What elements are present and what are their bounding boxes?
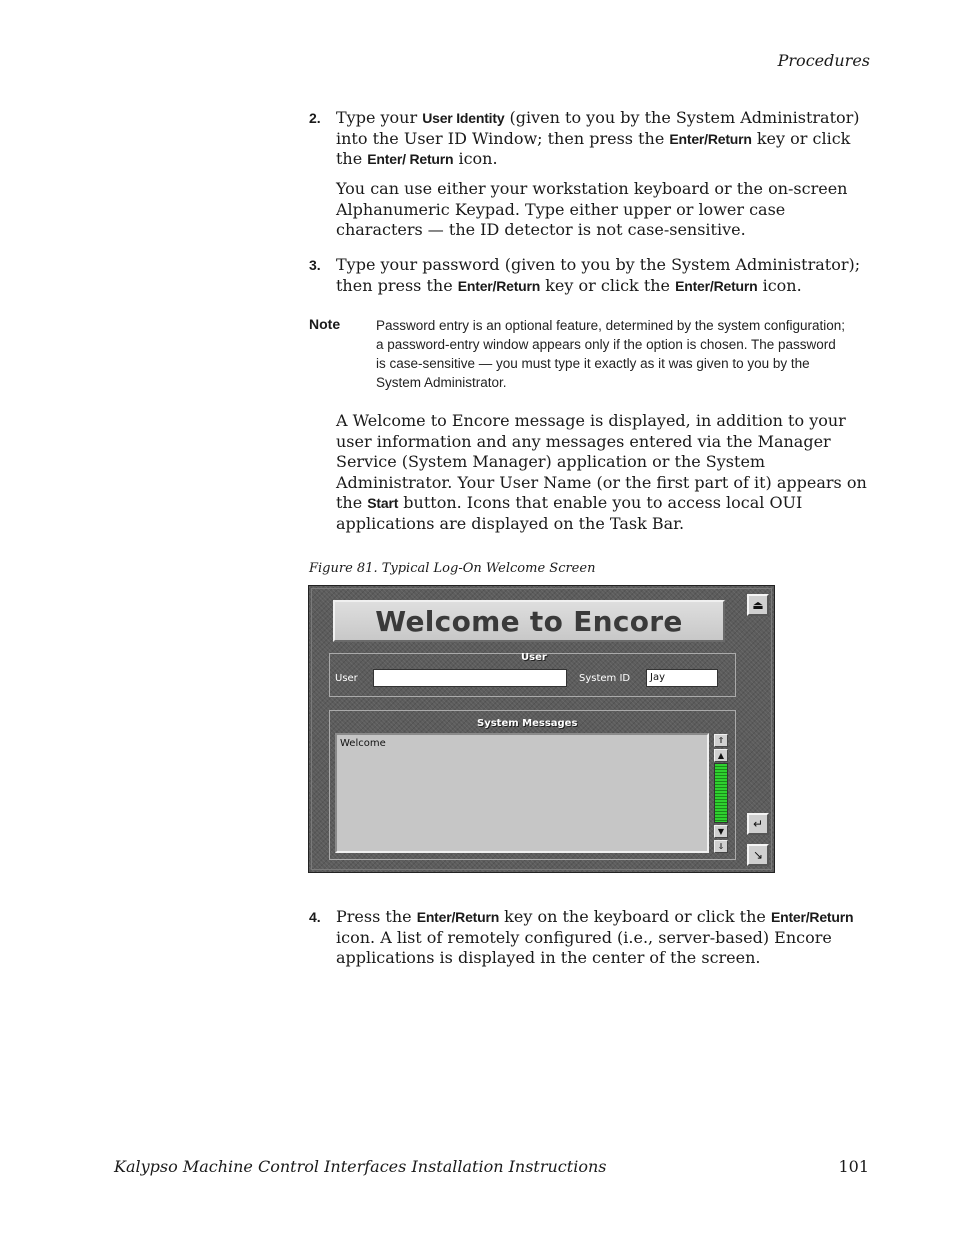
up-arrow-icon: ▲: [717, 751, 725, 760]
page-number: 101: [838, 1157, 869, 1176]
step-2-paragraph: You can use either your workstation keyboard or the on-screen Alphanumeric Keypad. Type either upper or lower case characters — the ID detector is not case-sensitive.: [336, 179, 848, 239]
keyword: Enter/Return: [416, 909, 500, 925]
double-up-arrow-icon: ⇑: [717, 736, 725, 745]
keyword: Enter/ Return: [367, 151, 454, 167]
log-off-button[interactable]: [747, 844, 769, 866]
step-text: key on the keyboard or click the: [499, 907, 771, 926]
scroll-up-button[interactable]: [714, 749, 728, 762]
system-messages-title: System Messages: [477, 718, 578, 729]
paragraph-text: A Welcome to Encore message is displayed, in addition to your user information and any messages entered via the Manager Service (System Manager) application or the System Administrator. Your User Name (or the first part of it) appears on the: [336, 411, 867, 512]
scroll-down-button[interactable]: [714, 825, 728, 838]
keyword: Enter/Return: [675, 277, 758, 294]
keyword: Enter/Return: [457, 277, 541, 294]
figure-caption: Figure 81. Typical Log-On Welcome Screen: [309, 561, 596, 576]
eject-icon: ⏏: [752, 598, 764, 612]
step-number: 3.: [309, 257, 321, 273]
step-text: (given to you by the System Administrator) into the User ID Window; then press the: [336, 108, 860, 148]
paragraph-text: button. Icons that enable you to access local OUI applications are displayed on the Task Bar.: [336, 493, 803, 533]
step-number: 2.: [309, 110, 321, 126]
arrow-down-right-icon: ↘: [752, 848, 764, 862]
keyword: Enter/Return: [669, 130, 752, 147]
keyword: Start: [367, 495, 399, 511]
step-3: [309, 255, 871, 296]
down-arrow-icon: ▼: [717, 827, 725, 836]
step-text: icon.: [757, 275, 802, 295]
step-text: Press the: [336, 907, 417, 926]
step-text: icon. A list of remotely configured (i.e., server-based) Encore applications is displayed in the center of the screen.: [336, 927, 832, 967]
step-number: 4.: [309, 909, 321, 925]
step-text: icon.: [453, 149, 498, 168]
welcome-screen-figure: [308, 585, 775, 873]
double-down-arrow-icon: ⇓: [717, 842, 725, 851]
step-text: Type your password (given to you by the System Administrator); then press the: [336, 255, 861, 295]
enter-return-button[interactable]: [747, 813, 769, 835]
user-input[interactable]: [373, 669, 567, 687]
note-label: Note: [309, 316, 341, 332]
scroll-bottom-button[interactable]: [714, 840, 728, 853]
welcome-banner: Welcome to Encore: [333, 600, 725, 642]
keyword: Enter/Return: [770, 909, 854, 925]
step-4: [309, 907, 871, 969]
step-text: Type your: [336, 108, 423, 127]
scroll-top-button[interactable]: [714, 734, 728, 747]
scroll-track[interactable]: [714, 763, 728, 823]
system-id-input[interactable]: Jay: [646, 669, 718, 687]
user-label: User: [335, 673, 358, 684]
note-text: Password entry is an optional feature, determined by the system configuration; a password-entry window appears only if the option is chosen. The password is case-sensitive — you must type it exactly as it was given to you by the System Administrator.: [376, 318, 845, 390]
step-text: key or click the: [336, 128, 851, 168]
footer-title: Kalypso Machine Control Interfaces Installation Instructions: [114, 1157, 607, 1176]
welcome-paragraph: [336, 411, 871, 534]
enter-return-icon: ↵: [752, 817, 764, 831]
user-group-title: User: [521, 652, 547, 663]
keyword: User Identity: [422, 110, 505, 126]
step-text: key or click the: [540, 275, 676, 295]
system-id-label: System ID: [579, 673, 631, 684]
system-messages-area: Welcome: [335, 733, 709, 853]
step-2: [309, 108, 871, 170]
eject-button[interactable]: [747, 594, 769, 616]
running-header: Procedures: [777, 51, 870, 70]
